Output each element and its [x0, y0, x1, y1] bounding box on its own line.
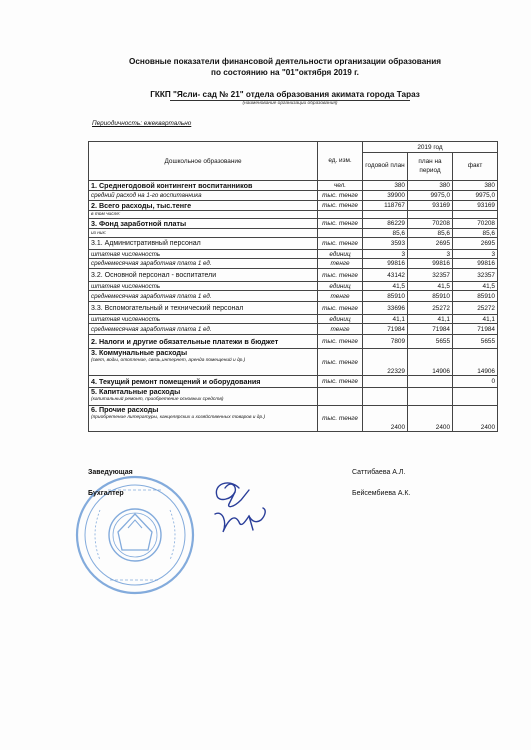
- row-annual: 43142: [363, 269, 408, 282]
- row-fact: 85,6: [453, 229, 498, 238]
- table-row: [89, 269, 498, 282]
- row-unit: тыс. тенге: [318, 269, 363, 282]
- row-period: 41,1: [408, 315, 453, 324]
- row-name: 3.1. Административный персонал: [89, 238, 318, 250]
- row-period: 71984: [408, 324, 453, 335]
- row-period: 14906: [408, 349, 453, 376]
- row-unit: тенге: [318, 291, 363, 302]
- row-unit: чел.: [318, 181, 363, 191]
- row-period: [408, 388, 453, 406]
- table-row: [89, 291, 498, 302]
- row-name: штатная численность: [89, 315, 318, 324]
- row-period: 25272: [408, 302, 453, 315]
- table-row: [89, 376, 498, 388]
- row-name: средний расход на 1-го воспитанника: [89, 191, 318, 201]
- organization-note: (наименование организации образования): [242, 101, 338, 106]
- header-annual-plan: годовой план: [363, 153, 408, 181]
- row-fact: 2400: [453, 406, 498, 432]
- row-period: [408, 211, 453, 219]
- table-row: [89, 250, 498, 259]
- head-name: Саттибаева А.Л.: [352, 469, 406, 476]
- table-row: [89, 219, 498, 229]
- row-unit: тенге: [318, 259, 363, 269]
- row-annual: 39900: [363, 191, 408, 201]
- row-annual: 41,5: [363, 282, 408, 291]
- row-note: (приобретение литературы, канцелярских и хозяйственных товаров и др.): [91, 415, 266, 420]
- row-unit: тыс. тенге: [318, 349, 363, 376]
- row-name-block: [89, 388, 318, 406]
- row-period: 380: [408, 181, 453, 191]
- row-fact: 70208: [453, 219, 498, 229]
- head-label: Заведующая: [88, 469, 133, 476]
- row-name: 6. Прочие расходы: [91, 405, 159, 414]
- row-period: 9975,0: [408, 191, 453, 201]
- row-unit: [318, 388, 363, 406]
- header-fact: факт: [453, 153, 498, 181]
- row-name: 3.2. Основной персонал - воспитатели: [89, 269, 318, 282]
- row-unit: тыс. тенге: [318, 191, 363, 201]
- row-fact: 380: [453, 181, 498, 191]
- row-unit: тыс. тенге: [318, 201, 363, 211]
- row-name: из них:: [89, 229, 318, 238]
- row-period: 2400: [408, 406, 453, 432]
- row-period: 32357: [408, 269, 453, 282]
- row-unit: единиц: [318, 250, 363, 259]
- table-row: [89, 181, 498, 191]
- row-unit: [318, 229, 363, 238]
- table-row: [89, 282, 498, 291]
- row-annual: 86229: [363, 219, 408, 229]
- row-period: 3: [408, 250, 453, 259]
- row-name: 5. Капитальные расходы: [91, 387, 181, 396]
- table-row: [89, 335, 498, 349]
- row-annual: 33696: [363, 302, 408, 315]
- row-unit: единиц: [318, 282, 363, 291]
- row-name: 4. Текущий ремонт помещений и оборудования: [89, 376, 318, 388]
- row-fact: 3: [453, 250, 498, 259]
- row-period: 85,6: [408, 229, 453, 238]
- accountant-label: Бухгалтер: [88, 490, 124, 497]
- title-line-1: Основные показатели финансовой деятельности организации образования: [128, 57, 442, 66]
- row-fact: 71984: [453, 324, 498, 335]
- row-fact: 2695: [453, 238, 498, 250]
- financial-table: [88, 141, 498, 432]
- row-fact: 32357: [453, 269, 498, 282]
- row-note: (свет, воды, отопление, связь,интернет, аренда помещений и др.): [91, 358, 246, 363]
- header-unit: ед. изм.: [318, 142, 363, 181]
- header-period-plan: план на период: [408, 153, 453, 181]
- row-annual: 41,1: [363, 315, 408, 324]
- row-annual: [363, 376, 408, 388]
- accountant-name: Бейсембиева А.К.: [352, 490, 411, 497]
- table-row: [89, 302, 498, 315]
- table-row: [89, 238, 498, 250]
- row-name: 2. Налоги и другие обязательные платежи в бюджет: [89, 335, 318, 349]
- table-row: [89, 211, 498, 219]
- row-name: среднемесячная заработная плата 1 ед.: [89, 291, 318, 302]
- row-name: 1. Среднегодовой контингент воспитанников: [89, 181, 318, 191]
- row-annual: 118767: [363, 201, 408, 211]
- table-row: [89, 324, 498, 335]
- organization-name: ГККП "Ясли- сад № 21" отдела образования акимата города Тараз: [150, 90, 420, 99]
- row-fact: 9975,0: [453, 191, 498, 201]
- table-row: [89, 191, 498, 201]
- row-fact: 85910: [453, 291, 498, 302]
- row-annual: [363, 388, 408, 406]
- row-name: штатная численность: [89, 250, 318, 259]
- document-title: [70, 56, 500, 78]
- row-name: 3. Коммунальные расходы: [91, 348, 188, 357]
- row-name-block: [89, 349, 318, 376]
- signature-icon: [205, 470, 285, 540]
- row-period: 5655: [408, 335, 453, 349]
- row-annual: 3: [363, 250, 408, 259]
- row-annual: 71984: [363, 324, 408, 335]
- row-name: 3. Фонд заработной платы: [89, 219, 318, 229]
- table-row: [89, 406, 498, 432]
- row-period: [408, 376, 453, 388]
- table-row: [89, 229, 498, 238]
- row-period: 41,5: [408, 282, 453, 291]
- row-period: 99816: [408, 259, 453, 269]
- header-year: 2019 год: [363, 142, 498, 153]
- table-row: [89, 259, 498, 269]
- title-line-2: по состоянию на "01"октября 2019 г.: [211, 68, 359, 77]
- row-annual: 3593: [363, 238, 408, 250]
- row-fact: [453, 211, 498, 219]
- table-row: [89, 201, 498, 211]
- row-fact: 41,1: [453, 315, 498, 324]
- row-fact: 0: [453, 376, 498, 388]
- row-period: 85910: [408, 291, 453, 302]
- row-name-block: [89, 406, 318, 432]
- row-name: среднемесячная заработная плата 1 ед.: [89, 259, 318, 269]
- row-period: 2695: [408, 238, 453, 250]
- row-name: среднемесячная заработная плата 1 ед.: [89, 324, 318, 335]
- header-name: Дошкольное образование: [89, 142, 318, 181]
- table-row: [89, 349, 498, 376]
- row-name: штатная численность: [89, 282, 318, 291]
- row-period: 93169: [408, 201, 453, 211]
- row-unit: тыс. тенге: [318, 219, 363, 229]
- row-name: в том числе:: [89, 211, 318, 219]
- row-annual: 85,6: [363, 229, 408, 238]
- row-period: 70208: [408, 219, 453, 229]
- row-unit: тыс. тенге: [318, 406, 363, 432]
- row-unit: тыс. тенге: [318, 376, 363, 388]
- row-annual: 380: [363, 181, 408, 191]
- row-annual: [363, 211, 408, 219]
- periodicity-label: Периодичность: ежеквартально: [92, 120, 192, 127]
- row-unit: [318, 211, 363, 219]
- row-note: (капитальный ремонт, приобретение основных средств): [91, 397, 224, 402]
- row-unit: тенге: [318, 324, 363, 335]
- row-annual: 22329: [363, 349, 408, 376]
- row-annual: 99816: [363, 259, 408, 269]
- row-unit: тыс. тенге: [318, 238, 363, 250]
- table-row: [89, 388, 498, 406]
- row-fact: 41,5: [453, 282, 498, 291]
- row-fact: 14906: [453, 349, 498, 376]
- row-name: 3.3. Вспомогательный и технический персонал: [89, 302, 318, 315]
- table-row: [89, 315, 498, 324]
- row-unit: единиц: [318, 315, 363, 324]
- row-annual: 2400: [363, 406, 408, 432]
- row-name: 2. Всего расходы, тыс.тенге: [89, 201, 318, 211]
- row-fact: 93169: [453, 201, 498, 211]
- row-fact: 25272: [453, 302, 498, 315]
- row-annual: 7809: [363, 335, 408, 349]
- row-annual: 85910: [363, 291, 408, 302]
- row-fact: 99816: [453, 259, 498, 269]
- row-unit: тыс. тенге: [318, 302, 363, 315]
- row-fact: [453, 388, 498, 406]
- row-fact: 5655: [453, 335, 498, 349]
- row-unit: тыс. тенге: [318, 335, 363, 349]
